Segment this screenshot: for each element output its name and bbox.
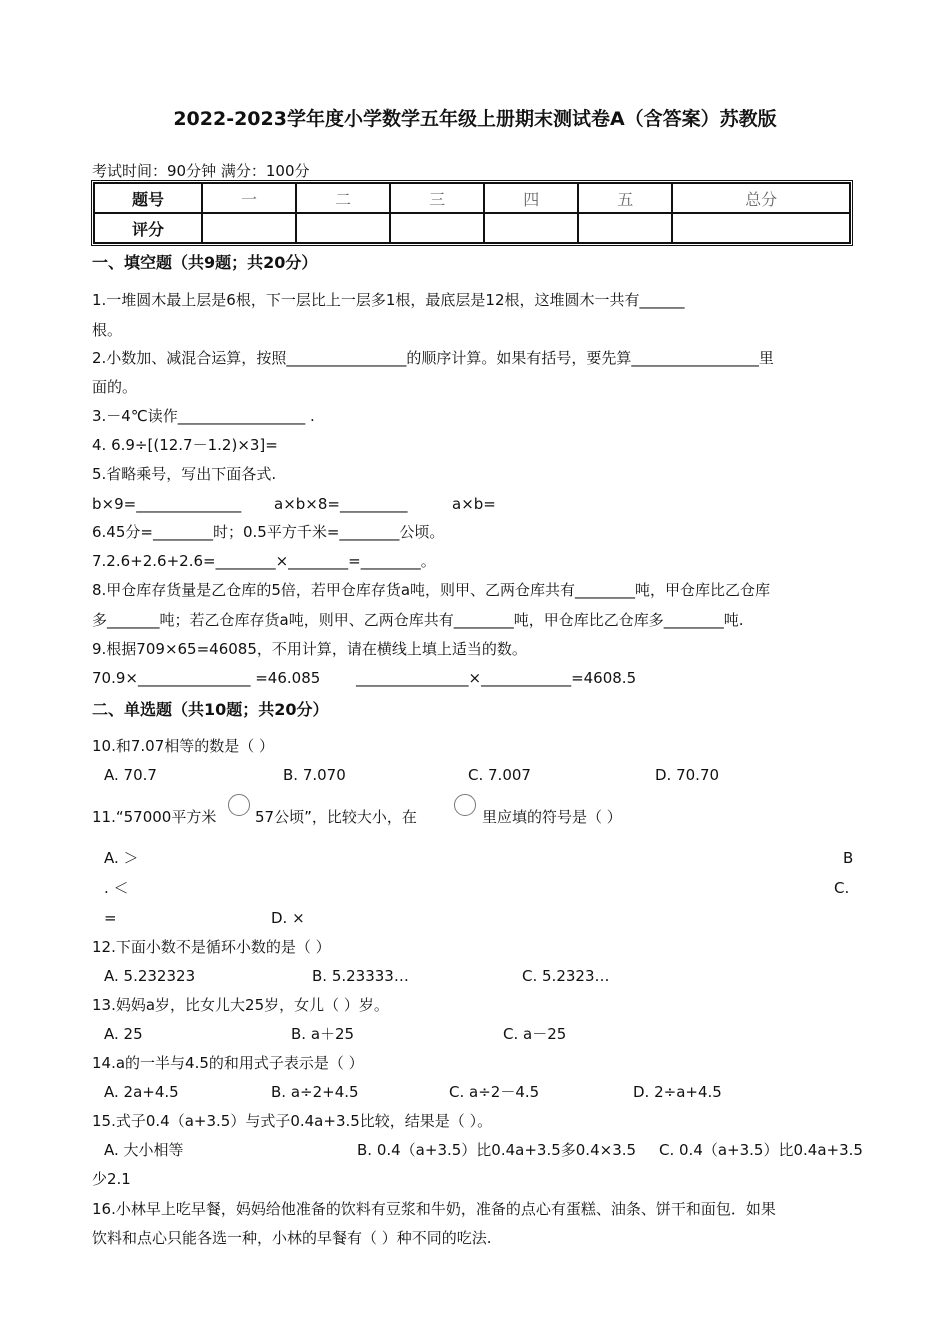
question-11: 11.“57000平方米	[92, 808, 217, 826]
question-6: 6.45分=________时；0.5平方千米=________公顷。	[92, 523, 445, 541]
question-2: 2.小数加、减混合运算，按照________________的顺序计算。如果有括号，要先算_________________里	[92, 349, 774, 367]
option[interactable]: C. 7.007	[468, 766, 531, 784]
score-table-score-row	[94, 213, 850, 243]
question-2-cont: 面的。	[92, 378, 138, 396]
score-table-header-row	[94, 183, 850, 213]
header-cell: 题号	[94, 183, 202, 213]
exam-info: 考试时间：90分钟 满分：100分	[92, 162, 310, 180]
blank-circle-icon	[228, 794, 250, 816]
score-cell[interactable]	[202, 213, 296, 243]
question-10: 10.和7.07相等的数是（ ）	[92, 737, 275, 755]
question-12: 12.下面小数不是循环小数的是（ ）	[92, 938, 331, 956]
question-11-mid: 57公顷”，比较大小，在	[255, 808, 417, 826]
option[interactable]: C. 5.2323…	[522, 967, 610, 985]
blank-circle-icon	[454, 794, 476, 816]
question-1-cont: 根。	[92, 321, 123, 339]
option[interactable]: A. 70.7	[104, 766, 157, 784]
option[interactable]: B. 7.070	[283, 766, 346, 784]
question-8-cont: 多_______吨；若乙仓库存货a吨，则甲、乙两仓库共有________吨，甲仓库比乙仓库多________吨.	[92, 611, 744, 629]
option[interactable]: B. 5.23333…	[312, 967, 409, 985]
option[interactable]: B	[843, 849, 854, 867]
question-11-end: 里应填的符号是（ ）	[482, 808, 622, 826]
option[interactable]: . ＜	[104, 879, 129, 897]
header-cell: 四	[484, 183, 578, 213]
question-14: 14.a的一半与4.5的和用式子表示是（ ）	[92, 1054, 364, 1072]
question-5: 5.省略乘号，写出下面各式.	[92, 465, 277, 483]
option[interactable]: =	[104, 909, 117, 927]
header-cell: 三	[390, 183, 484, 213]
question-5-a: b×9=______________	[92, 495, 242, 513]
option[interactable]: C. a÷2－4.5	[449, 1083, 540, 1101]
section-heading-single-choice: 二、单选题（共10题；共20分）	[92, 700, 329, 719]
header-cell: 一	[202, 183, 296, 213]
option[interactable]: C. a－25	[503, 1025, 567, 1043]
option[interactable]: D. 70.70	[655, 766, 720, 784]
question-9-b: _______________×____________=4608.5	[356, 669, 637, 687]
header-cell: 五	[578, 183, 672, 213]
option[interactable]: D. ×	[271, 909, 305, 927]
option[interactable]: B. 0.4（a+3.5）比0.4a+3.5多0.4×3.5	[357, 1141, 637, 1159]
option[interactable]: A. 大小相等	[104, 1141, 184, 1159]
score-cell[interactable]	[484, 213, 578, 243]
page-title: 2022-2023学年度小学数学五年级上册期末测试卷A（含答案）苏教版	[173, 108, 777, 130]
score-cell[interactable]	[296, 213, 390, 243]
question-13: 13.妈妈a岁，比女儿大25岁，女儿（ ）岁。	[92, 996, 389, 1014]
row-label: 评分	[94, 213, 202, 243]
question-4: 4. 6.9÷[(12.7－1.2)×3]=	[92, 436, 278, 454]
question-3: 3.－4℃读作_________________ .	[92, 407, 315, 425]
score-cell[interactable]	[578, 213, 672, 243]
option[interactable]: C. 0.4（a+3.5）比0.4a+3.5	[659, 1141, 863, 1159]
option[interactable]: A. 2a+4.5	[104, 1083, 179, 1101]
option[interactable]: A. ＞	[104, 849, 139, 867]
option[interactable]: D. 2÷a+4.5	[633, 1083, 722, 1101]
score-cell[interactable]	[672, 213, 850, 243]
option[interactable]: C.	[834, 879, 850, 897]
score-cell[interactable]	[390, 213, 484, 243]
question-15: 15.式子0.4（a+3.5）与式子0.4a+3.5比较，结果是（ ）。	[92, 1112, 493, 1130]
question-1: 1.一堆圆木最上层是6根，下一层比上一层多1根，最底层是12根，这堆圆木一共有______	[92, 291, 685, 309]
header-cell: 二	[296, 183, 390, 213]
question-5-c: a×b=	[452, 495, 496, 513]
option[interactable]: B. a÷2+4.5	[271, 1083, 359, 1101]
option[interactable]: A. 25	[104, 1025, 143, 1043]
question-5-b: a×b×8=_________	[274, 495, 408, 513]
header-cell: 总分	[672, 183, 850, 213]
question-9-a: 70.9×_______________ =46.085	[92, 669, 321, 687]
option[interactable]: B. a＋25	[291, 1025, 355, 1043]
section-heading-fill-blank: 一、填空题（共9题；共20分）	[92, 253, 318, 272]
option-cont: 少2.1	[92, 1170, 131, 1188]
option[interactable]: A. 5.232323	[104, 967, 196, 985]
question-16: 16.小林早上吃早餐，妈妈给他准备的饮料有豆浆和牛奶，准备的点心有蛋糕、油条、饼干和面包．如果	[92, 1200, 776, 1218]
question-8: 8.甲仓库存货量是乙仓库的5倍，若甲仓库存货a吨，则甲、乙两仓库共有________吨，甲仓库比乙仓库	[92, 581, 771, 599]
question-16-cont: 饮料和点心只能各选一种，小林的早餐有（ ）种不同的吃法.	[92, 1229, 492, 1247]
question-7: 7.2.6+2.6+2.6=________×________=________。	[92, 552, 436, 570]
question-9: 9.根据709×65=46085，不用计算，请在横线上填上适当的数。	[92, 640, 527, 658]
score-table	[91, 180, 853, 246]
